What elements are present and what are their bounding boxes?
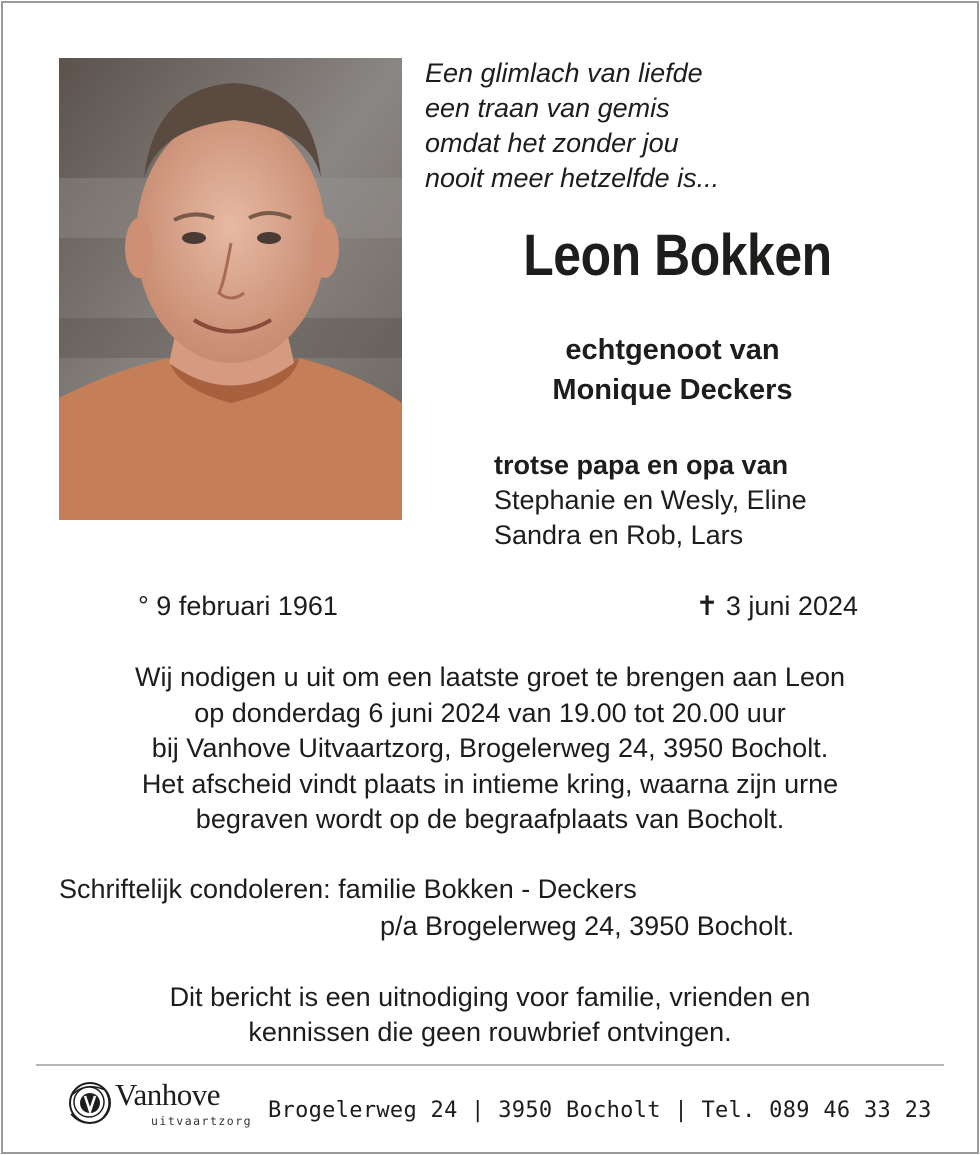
logo-subtitle: uitvaartzorg: [151, 1114, 253, 1128]
footer-divider: [36, 1064, 944, 1066]
deceased-name: Leon Bokken: [523, 223, 832, 288]
portrait-photo: [59, 58, 402, 520]
condolence-address: [59, 871, 939, 945]
poem-line: nooit meer hetzelfde is...: [425, 163, 720, 193]
vanhove-logo: [65, 1076, 255, 1131]
birth-date: ° 9 februari 1961: [138, 591, 338, 621]
spouse-block: [470, 330, 875, 410]
condolence-address-line: p/a Brogelerweg 24, 3950 Bocholt.: [380, 911, 795, 941]
condolence-line: Schriftelijk condoleren: familie Bokken - Deckers: [59, 874, 637, 904]
children-heading: trotse papa en opa van: [494, 450, 789, 480]
logo-name: Vanhove: [115, 1077, 220, 1112]
spouse-relation: echtgenoot van: [565, 334, 780, 366]
notice-line: Dit bericht is een uitnodiging voor familie, vrienden en: [169, 982, 811, 1012]
invitation-line: bij Vanhove Uitvaartzorg, Brogelerweg 24, 3950 Bocholt.: [151, 733, 829, 763]
poem-line: omdat het zonder jou: [425, 128, 679, 158]
poem: [425, 56, 945, 196]
children-block: [494, 448, 954, 553]
poem-line: een traan van gemis: [425, 93, 670, 123]
logo-emblem-icon: [65, 1076, 119, 1130]
spouse-name: Monique Deckers: [552, 374, 793, 406]
invitation-text: [40, 660, 940, 838]
footer-contact: Brogelerweg 24 | 3950 Bocholt | Tel. 089 46 33 23: [268, 1098, 932, 1123]
portrait-illustration: [59, 58, 402, 520]
poem-line: Een glimlach van liefde: [425, 58, 703, 88]
invitation-line: Wij nodigen u uit om een laatste groet te brengen aan Leon: [135, 662, 845, 692]
children-line: Sandra en Rob, Lars: [494, 520, 744, 550]
children-line: Stephanie en Wesly, Eline: [494, 485, 807, 515]
death-date: ✝ 3 juni 2024: [695, 591, 858, 621]
invitation-line: Het afscheid vindt plaats in intieme kring, waarna zijn urne: [141, 768, 839, 799]
invitation-line: op donderdag 6 juni 2024 van 19.00 tot 20.00 uur: [194, 697, 786, 728]
invitation-line: begraven wordt op de begraafplaats van Bocholt.: [195, 804, 785, 834]
notice-line: kennissen die geen rouwbrief ontvingen.: [248, 1017, 732, 1047]
notice-text: [40, 980, 940, 1050]
